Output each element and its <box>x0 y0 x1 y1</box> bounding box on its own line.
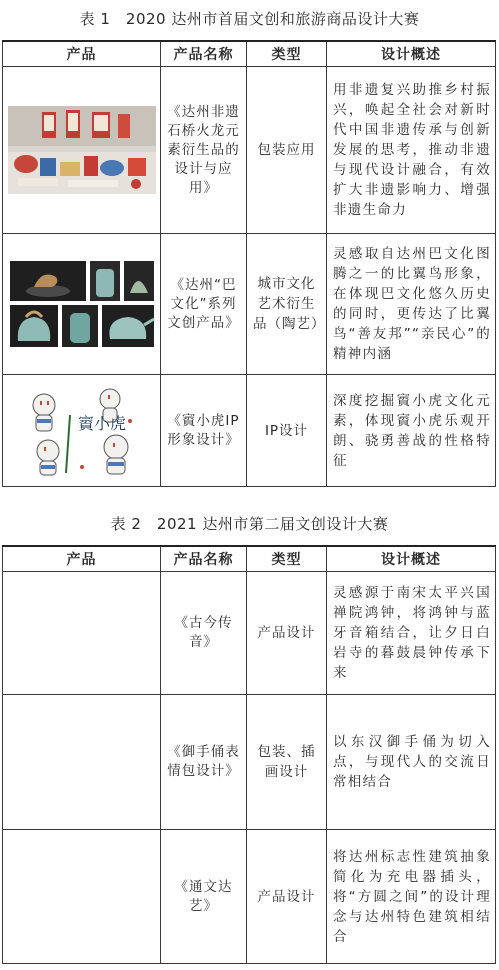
table2-header-row <box>3 546 496 572</box>
col-header-name: 产品名称 <box>161 41 247 67</box>
col-header-name: 产品名称 <box>161 546 247 572</box>
table2 <box>2 545 496 964</box>
table-row <box>3 830 496 964</box>
product-name: 《古今传音》 <box>161 572 247 695</box>
product-type: IP设计 <box>247 375 327 487</box>
table-row <box>3 695 496 830</box>
col-header-product: 产品 <box>3 546 161 572</box>
col-header-type: 类型 <box>247 41 327 67</box>
tiger-ip-illustration <box>22 381 142 481</box>
product-description: 以东汉御手俑为切入点，与现代人的交流日常相结合 <box>327 695 496 830</box>
product-type: 产品设计 <box>247 830 327 964</box>
product-photo-cell <box>3 375 161 487</box>
product-type: 产品设计 <box>247 572 327 695</box>
product-photo-cell <box>3 67 161 234</box>
col-header-type: 类型 <box>247 546 327 572</box>
col-header-desc: 设计概述 <box>327 546 496 572</box>
firedragon-products-photo <box>8 106 156 194</box>
table2-caption: 表 2 2021 达州市第二届文创设计大赛 <box>110 515 389 533</box>
table-row <box>3 234 496 375</box>
product-name: 《达州非遗石桥火龙元素衍生品的设计与应用》 <box>161 67 247 234</box>
product-description: 用非遗复兴助推乡村振兴，唤起全社会对新时代中国非遗传承与创新发展的思考，推动非遗与现代设计融合，有效扩大非遗影响力、增强非遗生命力 <box>327 67 496 234</box>
product-name: 《通文达艺》 <box>161 830 247 964</box>
product-type: 包装、插画设计 <box>247 695 327 830</box>
ceramic-products-photo <box>8 259 156 349</box>
product-description: 深度挖掘賨小虎文化元素，体现賨小虎乐观开朗、骁勇善战的性格特征 <box>327 375 496 487</box>
product-name: 《御手俑表情包设计》 <box>161 695 247 830</box>
product-photo-cell <box>3 695 161 830</box>
tiger-ip-logo: 賨小虎 <box>77 413 126 433</box>
table-row <box>3 572 496 695</box>
product-type: 包装应用 <box>247 67 327 234</box>
product-description: 灵感取自达州巴文化图腾之一的比翼鸟形象，在体现巴文化悠久历史的同时，更传达了比翼鸟“善友邦”“亲民心”的精神内涵 <box>327 234 496 375</box>
table1-header-row <box>3 41 496 67</box>
product-name: 《达州“巴文化”系列文创产品》 <box>161 234 247 375</box>
col-header-product: 产品 <box>3 41 161 67</box>
product-photo-cell <box>3 830 161 964</box>
table-row <box>3 375 496 487</box>
product-description: 将达州标志性建筑抽象简化为充电器插头，将“方圆之间”的设计理念与达州特色建筑相结合 <box>327 830 496 964</box>
product-type: 城市文化艺术衍生品（陶艺） <box>247 234 327 375</box>
product-description: 灵感源于南宋太平兴国禅院鸿钟，将鸿钟与蓝牙音箱结合，让夕日白岩寺的暮鼓晨钟传承下来 <box>327 572 496 695</box>
product-photo-cell <box>3 234 161 375</box>
table-row <box>3 67 496 234</box>
table1-caption: 表 1 2020 达州市首届文创和旅游商品设计大赛 <box>79 10 420 28</box>
col-header-desc: 设计概述 <box>327 41 496 67</box>
table1 <box>2 40 496 487</box>
product-name: 《賨小虎IP形象设计》 <box>161 375 247 487</box>
product-photo-cell <box>3 572 161 695</box>
